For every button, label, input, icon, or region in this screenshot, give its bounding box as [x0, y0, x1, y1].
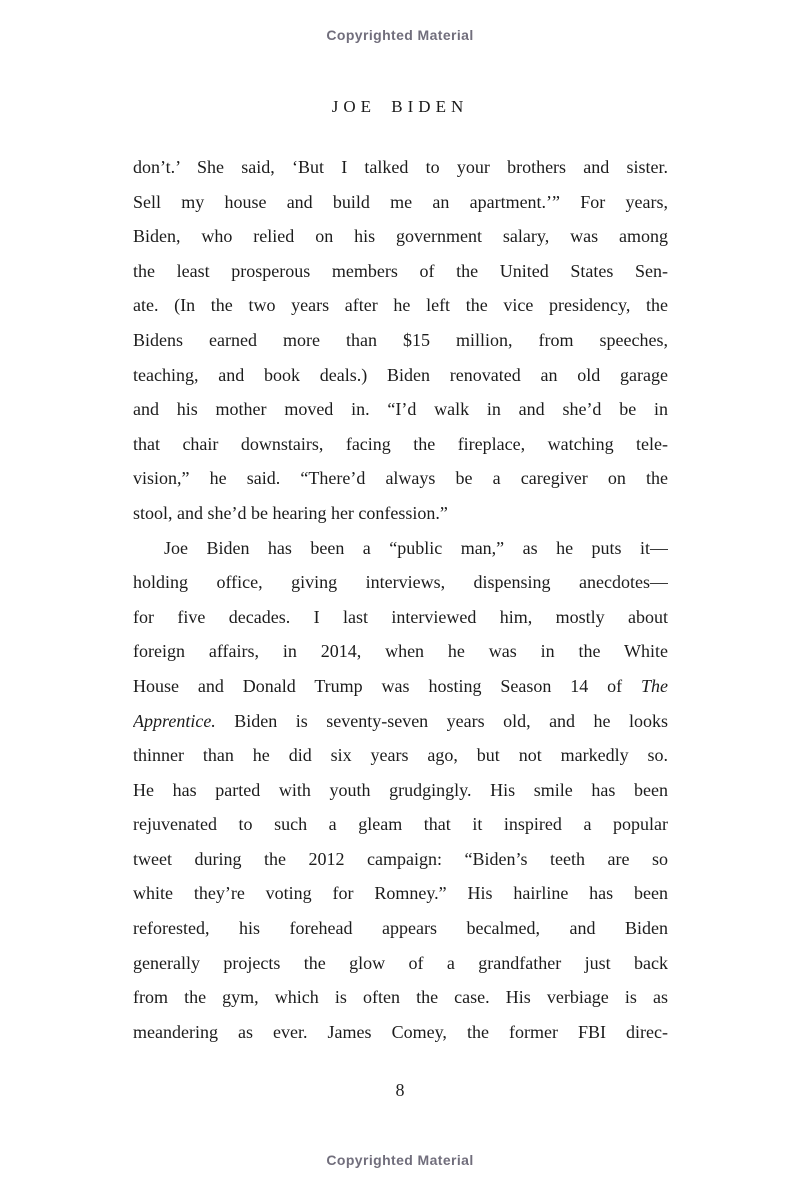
- text-line: [133, 807, 668, 842]
- text-line: [133, 496, 668, 531]
- italic-text-run: The: [641, 675, 668, 696]
- text-run: ate. (In the two years after he left the vice presidency, the: [133, 295, 668, 316]
- text-line: [133, 219, 668, 254]
- text-run: Biden, who relied on his government salary, was among: [133, 226, 668, 247]
- text-run: the least prosperous members of the United States Sen-: [133, 260, 668, 281]
- text-line: [133, 461, 668, 496]
- text-line: [133, 427, 668, 462]
- text-line: [133, 358, 668, 393]
- text-run: teaching, and book deals.) Biden renovated an old garage: [133, 364, 668, 385]
- text-run: stool, and she’d be hearing her confession.”: [133, 502, 448, 523]
- text-line: [133, 980, 668, 1015]
- text-run: Bidens earned more than $15 million, from speeches,: [133, 329, 668, 350]
- text-run: House and Donald Trump was hosting Season 14 of: [133, 675, 641, 696]
- text-line: [133, 531, 668, 566]
- text-line: [133, 565, 668, 600]
- text-run: reforested, his forehead appears becalmed, and Biden: [133, 918, 668, 939]
- text-line: [133, 150, 668, 185]
- running-header: JOE BIDEN: [331, 97, 469, 116]
- text-run: don’t.’ She said, ‘But I talked to your brothers and sister.: [133, 157, 668, 177]
- page-number: 8: [395, 1080, 405, 1100]
- text-line: [133, 323, 668, 358]
- page-body: [133, 150, 668, 1049]
- text-run: Joe Biden has been a “public man,” as he puts it—: [164, 537, 668, 558]
- text-line: [133, 704, 668, 739]
- text-run: from the gym, which is often the case. His verbiage is as: [133, 987, 668, 1008]
- text-run: that chair downstairs, facing the fireplace, watching tele-: [133, 433, 668, 454]
- text-line: [133, 842, 668, 877]
- text-line: [133, 600, 668, 635]
- copyright-notice-bottom: Copyrighted Material: [326, 1152, 474, 1168]
- text-line: [133, 738, 668, 773]
- text-run: Sell my house and build me an apartment.’” For years,: [133, 191, 668, 212]
- text-run: holding office, giving interviews, dispensing anecdotes—: [133, 572, 668, 593]
- text-line: [133, 254, 668, 289]
- text-run: white they’re voting for Romney.” His hairline has been: [133, 883, 668, 904]
- text-run: for five decades. I last interviewed him, mostly about: [133, 606, 668, 627]
- text-line: [133, 288, 668, 323]
- text-line: [133, 911, 668, 946]
- text-run: thinner than he did six years ago, but not markedly so.: [133, 745, 668, 766]
- text-run: He has parted with youth grudgingly. His smile has been: [133, 779, 668, 800]
- text-line: [133, 1015, 668, 1050]
- text-run: Biden is seventy-seven years old, and he looks: [215, 710, 668, 731]
- text-run: and his mother moved in. “I’d walk in and she’d be in: [133, 399, 668, 420]
- copyright-notice-top: Copyrighted Material: [326, 27, 474, 43]
- text-run: generally projects the glow of a grandfather just back: [133, 952, 668, 973]
- text-line: [133, 946, 668, 981]
- text-run: foreign affairs, in 2014, when he was in the White: [133, 641, 668, 662]
- text-line: [133, 634, 668, 669]
- text-run: meandering as ever. James Comey, the former FBI direc-: [133, 1021, 668, 1042]
- text-line: [133, 773, 668, 808]
- text-run: rejuvenated to such a gleam that it inspired a popular: [133, 814, 668, 835]
- italic-text-run: Apprentice.: [133, 710, 216, 731]
- text-run: vision,” he said. “There’d always be a caregiver on the: [133, 468, 668, 489]
- text-line: [133, 669, 668, 704]
- text-line: [133, 392, 668, 427]
- text-run: tweet during the 2012 campaign: “Biden’s teeth are so: [133, 848, 668, 869]
- text-line: [133, 876, 668, 911]
- text-line: [133, 185, 668, 220]
